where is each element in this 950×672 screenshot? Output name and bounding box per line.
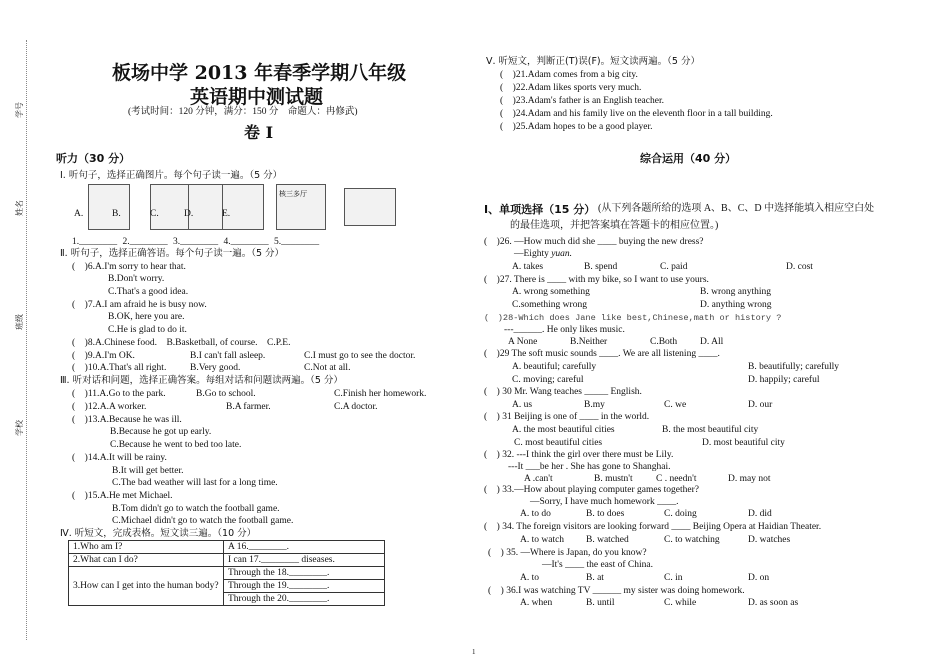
q36-b: B. until bbox=[586, 598, 615, 608]
single-choice-desc: (从下列各题所给的选项 A、B、C、D 中选择能填入相应空白处 bbox=[598, 203, 875, 214]
q29-d: D. happily; careful bbox=[748, 375, 820, 385]
q14-b: B.It will get better. bbox=[112, 466, 184, 476]
binding-line bbox=[26, 40, 27, 640]
q30-d: D. our bbox=[748, 400, 773, 410]
picture-f-shoes bbox=[344, 188, 396, 226]
q30-c: C. we bbox=[664, 400, 687, 410]
q35: ( ) 35. —Where is Japan, do you know? bbox=[488, 548, 647, 558]
table-cell: Through the 18.________. bbox=[224, 567, 385, 580]
q14: ( )14.A.It will be rainy. bbox=[72, 453, 167, 463]
q32-line2: ---It ___be her . She has gone to Shanghai. bbox=[508, 462, 671, 472]
q34-c: C. to watching bbox=[664, 535, 720, 545]
q35-d: D. on bbox=[748, 573, 770, 583]
pic-label-c: C. bbox=[150, 209, 159, 219]
volume-label: 卷 Ⅰ bbox=[244, 123, 274, 142]
q8: ( )8.A.Chinese food. B.Basketball, of course. C.P.E. bbox=[72, 338, 291, 348]
q22: ( )22.Adam likes sports very much. bbox=[500, 83, 642, 93]
q34-a: A. to watch bbox=[520, 535, 565, 545]
q14-c: C.The bad weather will last for a long time. bbox=[112, 478, 278, 488]
table-cell: I can 17.________ diseases. bbox=[224, 554, 385, 567]
part1-answer-blanks: 1.________ 2.________ 3.________ 4.________ 5.________ bbox=[72, 237, 320, 247]
q27-d: D. anything wrong bbox=[700, 300, 772, 310]
q27-a: A. wrong something bbox=[512, 287, 590, 297]
single-choice-heading: Ⅰ、单项选择（15 分） bbox=[484, 203, 596, 216]
table-cell: 1.Who am I? bbox=[69, 541, 224, 554]
q33: ( ) 33.—How about playing computer games together? bbox=[484, 485, 700, 495]
q6-b: B.Don't worry. bbox=[108, 274, 165, 284]
side-label-student-id: 学号 bbox=[15, 102, 24, 118]
part1-instructions: Ⅰ. 听句子，选择正确图片。每个句子读一遍。（5 分） bbox=[60, 170, 283, 181]
q32-c: C . needn't bbox=[656, 474, 697, 484]
q10-b: B.Very good. bbox=[190, 363, 241, 373]
part4-table bbox=[68, 540, 385, 606]
q31-a: A. the most beautiful cities bbox=[512, 425, 615, 435]
part3-instructions: Ⅲ. 听对话和问题，选择正确答案。每组对话和问题读两遍。（5 分） bbox=[60, 375, 343, 386]
q26-b: B. spend bbox=[584, 262, 618, 272]
q28-b: B.Neither bbox=[570, 337, 608, 347]
q21: ( )21.Adam comes from a big city. bbox=[500, 70, 638, 80]
q32-b: B. mustn't bbox=[594, 474, 633, 484]
pic-label-e: E. bbox=[222, 209, 231, 219]
q36-d: D. as soon as bbox=[748, 598, 799, 608]
q11-b: B.Go to school. bbox=[196, 389, 256, 399]
q33-b: B. to does bbox=[586, 509, 625, 519]
q9-b: B.I can't fall asleep. bbox=[190, 351, 266, 361]
q35-b: B. at bbox=[586, 573, 604, 583]
table-cell: 2.What can I do? bbox=[69, 554, 224, 567]
exam-title-line2: 英语期中测试题 bbox=[190, 86, 324, 108]
q12: ( )12.A.A worker. bbox=[72, 402, 147, 412]
q31: ( ) 31 Beijing is one of ____ in the world. bbox=[484, 412, 650, 422]
q29-a: A. beautiful; carefully bbox=[512, 362, 597, 372]
q23: ( )23.Adam's father is an English teacher. bbox=[500, 96, 664, 106]
q26-a: A. takes bbox=[512, 262, 544, 272]
table-cell: 3.How can I get into the human body? bbox=[69, 567, 224, 606]
q26: ( )26. —How much did she ____ buying the new dress? bbox=[484, 237, 704, 247]
q33-c: C. doing bbox=[664, 509, 697, 519]
q9-c: C.I must go to see the doctor. bbox=[304, 351, 416, 361]
side-label-class: 班级 bbox=[15, 314, 24, 330]
q27-b: B. wrong anything bbox=[700, 287, 771, 297]
exam-title-line1: 板场中学 2013 年春季学期八年级 bbox=[112, 62, 407, 84]
q29-b: B. beautifully; carefully bbox=[748, 362, 840, 372]
q35-c: C. in bbox=[664, 573, 683, 583]
q13: ( )13.A.Because he was ill. bbox=[72, 415, 182, 425]
q15-b: B.Tom didn't go to watch the football game. bbox=[112, 504, 280, 514]
q36-a: A. when bbox=[520, 598, 553, 608]
q36-c: C. while bbox=[664, 598, 697, 608]
listening-heading: 听力（30 分） bbox=[56, 152, 131, 165]
q33-a: A. to do bbox=[520, 509, 551, 519]
q26-d: D. cost bbox=[786, 262, 813, 272]
page-number: 1 bbox=[472, 648, 476, 656]
part2-instructions: Ⅱ. 听句子，选择正确答语。每个句子读一遍。（5 分） bbox=[60, 248, 285, 259]
q12-c: C.A doctor. bbox=[334, 402, 378, 412]
q31-b: B. the most beautiful city bbox=[662, 425, 759, 435]
q10-c: C.Not at all. bbox=[304, 363, 351, 373]
picture-a-crying-child bbox=[88, 184, 130, 230]
q31-c: C. most beautiful cities bbox=[514, 438, 603, 448]
table-cell: A 16.________. bbox=[224, 541, 385, 554]
q34: ( ) 34. The foreign visitors are looking forward ____ Beijing Opera at Haidian Theater. bbox=[484, 522, 822, 532]
q11: ( )11.A.Go to the park. bbox=[72, 389, 166, 399]
picture-e-restaurant bbox=[276, 184, 326, 230]
q29: ( )29 The soft music sounds ____. We are all listening ____. bbox=[484, 349, 720, 359]
q12-b: B.A farmer. bbox=[226, 402, 271, 412]
q26-line2 bbox=[514, 248, 572, 260]
q26-unit: yuan. bbox=[551, 249, 573, 259]
q13-c: C.Because he went to bed too late. bbox=[110, 440, 242, 450]
q7-b: B.OK, here you are. bbox=[108, 312, 185, 322]
q11-c: C.Finish her homework. bbox=[334, 389, 427, 399]
q28-a: A None bbox=[508, 337, 538, 347]
pic-label-a: A. bbox=[74, 209, 84, 219]
pic-label-b: B. bbox=[112, 209, 121, 219]
table-cell: Through the 19.________. bbox=[224, 580, 385, 593]
q24: ( )24.Adam and his family live on the eleventh floor in a tall building. bbox=[500, 109, 773, 119]
q10: ( )10.A.That's all right. bbox=[72, 363, 167, 373]
q29-c: C. moving; careful bbox=[512, 375, 584, 385]
q33-d: D. did bbox=[748, 509, 772, 519]
picture-d-girl-sports bbox=[222, 184, 264, 230]
side-label-name: 姓名 bbox=[15, 200, 24, 216]
q32: ( ) 32. ---I think the girl over there must be Lily. bbox=[484, 450, 674, 460]
single-choice-desc-2: 的最佳选项，并把答案填在答题卡的相应位置。) bbox=[510, 220, 719, 231]
q35-line2: —It's ____ the east of China. bbox=[542, 560, 653, 570]
pic-label-d: D. bbox=[184, 209, 194, 219]
q13-b: B.Because he got up early. bbox=[110, 427, 212, 437]
exam-info: (考试时间：120 分钟，满分：150 分 命题人：冉修武) bbox=[128, 107, 358, 117]
usage-heading: 综合运用（40 分） bbox=[640, 152, 737, 165]
q28-line2: ---______. He only likes music. bbox=[504, 325, 625, 335]
q9: ( )9.A.I'm OK. bbox=[72, 351, 135, 361]
q31-d: D. most beautiful city bbox=[702, 438, 785, 448]
q36: ( ) 36.I was watching TV ______ my sister was doing homework. bbox=[488, 586, 745, 596]
q26-c: C. paid bbox=[660, 262, 688, 272]
table-cell: Through the 20.________. bbox=[224, 593, 385, 606]
q34-d: D. watches bbox=[748, 535, 791, 545]
part4-instructions: Ⅳ. 听短文，完成表格。短文读三遍。（10 分） bbox=[60, 528, 257, 539]
q6-c: C.That's a good idea. bbox=[108, 287, 189, 297]
part5-instructions: Ⅴ. 听短文，判断正(T)误(F)。短文读两遍。（5 分） bbox=[486, 56, 700, 67]
q35-a: A. to bbox=[520, 573, 539, 583]
q7-c: C.He is glad to do it. bbox=[108, 325, 187, 335]
q7: ( )7.A.I am afraid he is busy now. bbox=[72, 300, 207, 310]
q30: ( ) 30 Mr. Wang teaches _____ English. bbox=[484, 387, 642, 397]
q28-d: D. All bbox=[700, 337, 724, 347]
picture-e-sign: 核三多厅 bbox=[279, 190, 307, 198]
q27: ( )27. There is ____ with my bike, so I want to use yours. bbox=[484, 275, 709, 285]
q32-a: A .can't bbox=[524, 474, 553, 484]
q26-answer-prefix: —Eighty bbox=[514, 249, 549, 259]
picture-b-sick-child bbox=[150, 184, 192, 230]
q15: ( )15.A.He met Michael. bbox=[72, 491, 173, 501]
q33-line2: —Sorry, I have much homework ____. bbox=[530, 497, 679, 507]
q28: ( )28-Which does Jane like best,Chinese,math or history ? bbox=[484, 313, 782, 323]
q32-d: D. may not bbox=[728, 474, 771, 484]
q6: ( )6.A.I'm sorry to hear that. bbox=[72, 262, 186, 272]
q27-c: C.something wrong bbox=[512, 300, 587, 310]
q15-c: C.Michael didn't go to watch the football game. bbox=[112, 516, 294, 526]
side-label-school: 学校 bbox=[15, 420, 24, 436]
q34-b: B. watched bbox=[586, 535, 629, 545]
q30-a: A. us bbox=[512, 400, 533, 410]
q28-c: C.Both bbox=[650, 337, 678, 347]
q30-b: B.my bbox=[584, 400, 605, 410]
q25: ( )25.Adam hopes to be a good player. bbox=[500, 122, 653, 132]
